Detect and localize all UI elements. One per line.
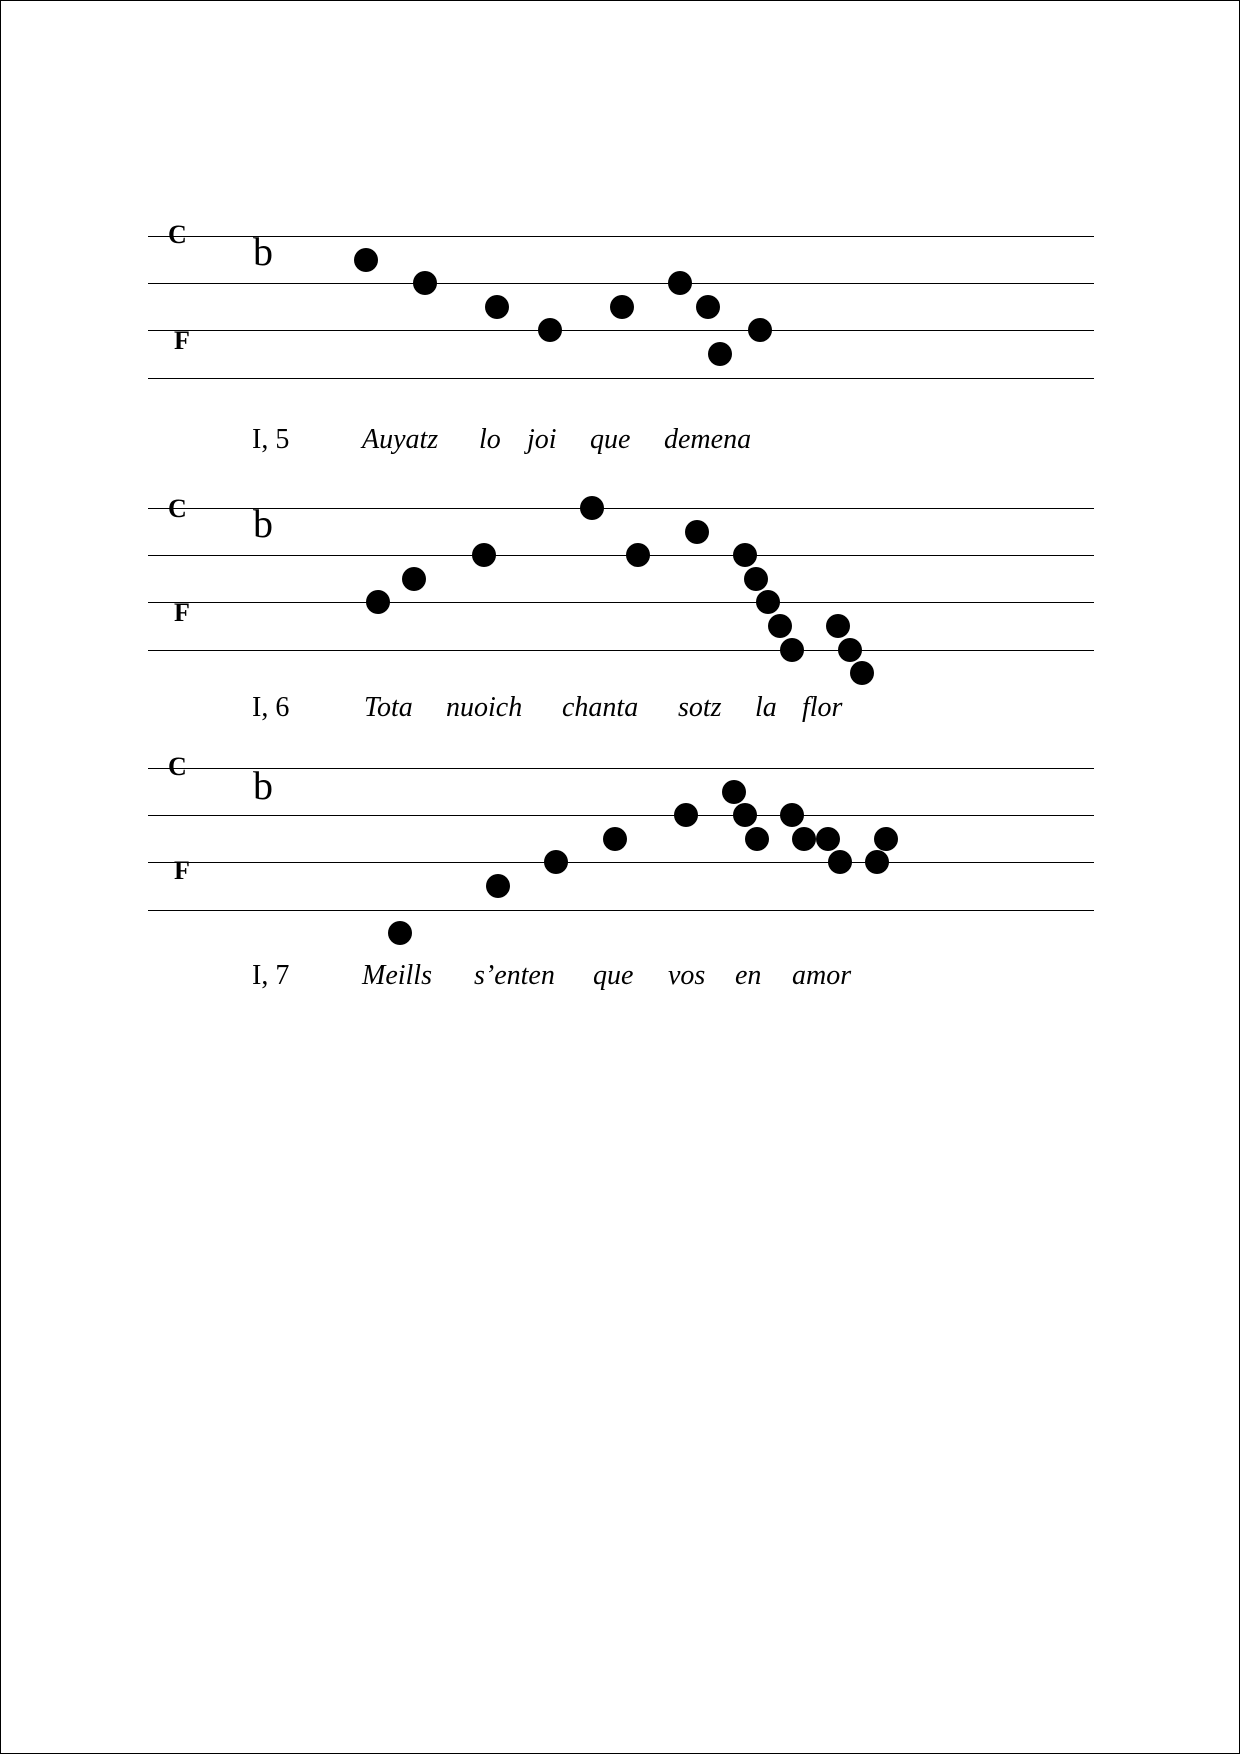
note-head (610, 295, 634, 319)
staff-line-rule (148, 768, 1094, 769)
line-label: I, 7 (252, 960, 290, 991)
lyric-word: que (593, 960, 634, 991)
note-head (733, 543, 757, 567)
note-head (745, 827, 769, 851)
staff-line-7 (148, 752, 1094, 918)
lyric-word: joi (527, 424, 557, 455)
lyric-word: en (735, 960, 762, 991)
note-head (538, 318, 562, 342)
lyric-word: flor (802, 692, 843, 723)
flat-sign: b (253, 763, 273, 808)
note-head (685, 520, 709, 544)
staff-line-5 (148, 220, 1094, 386)
lyric-word: Auyatz (362, 424, 439, 455)
c-clef: C (168, 752, 187, 781)
flat-sign: b (253, 501, 273, 546)
lyric-word: Meills (362, 960, 432, 991)
note-head (388, 921, 412, 945)
note-head (354, 248, 378, 272)
note-head (744, 567, 768, 591)
note-head (544, 850, 568, 874)
note-head (792, 827, 816, 851)
note-head (722, 780, 746, 804)
note-head (826, 614, 850, 638)
note-head (708, 342, 732, 366)
lyric-word: sotz (678, 692, 722, 723)
note-head (413, 271, 437, 295)
lyric-word: lo (479, 424, 501, 455)
c-clef: C (168, 494, 187, 523)
note-head (768, 614, 792, 638)
note-head (580, 496, 604, 520)
lyric-word: nuoich (446, 692, 523, 723)
staff-line-rule (148, 650, 1094, 651)
lyric-word: demena (664, 424, 752, 455)
f-clef: F (174, 856, 190, 885)
staff-line-rule (148, 862, 1094, 863)
lyric-word: la (755, 692, 777, 723)
lyric-word: chanta (562, 692, 639, 723)
note-head (696, 295, 720, 319)
staff-line-rule (148, 555, 1094, 556)
note-head (486, 874, 510, 898)
note-head (402, 567, 426, 591)
lyric-word: Tota (364, 692, 413, 723)
note-head (874, 827, 898, 851)
note-head (780, 803, 804, 827)
line-label: I, 5 (252, 424, 290, 455)
note-head (674, 803, 698, 827)
note-head (733, 803, 757, 827)
lyric-word: amor (792, 960, 852, 991)
note-head (485, 295, 509, 319)
staff-line-rule (148, 602, 1094, 603)
staff-line-rule (148, 283, 1094, 284)
staff-line-rule (148, 330, 1094, 331)
note-head (756, 590, 780, 614)
staff-line-rule (148, 236, 1094, 237)
staff-line-rule (148, 910, 1094, 911)
f-clef: F (174, 326, 190, 355)
note-head (850, 661, 874, 685)
lyric-word: vos (668, 960, 706, 991)
note-head (838, 638, 862, 662)
note-head (366, 590, 390, 614)
lyric-word: que (590, 424, 631, 455)
note-head (828, 850, 852, 874)
staff-line-rule (148, 378, 1094, 379)
note-head (668, 271, 692, 295)
line-label: I, 6 (252, 692, 290, 723)
note-head (865, 850, 889, 874)
staff-line-rule (148, 815, 1094, 816)
note-head (748, 318, 772, 342)
note-head (472, 543, 496, 567)
staff-line-rule (148, 508, 1094, 509)
lyric-word: s’enten (474, 960, 555, 991)
f-clef: F (174, 598, 190, 627)
note-head (603, 827, 627, 851)
note-head (780, 638, 804, 662)
flat-sign: b (253, 229, 273, 274)
note-head (626, 543, 650, 567)
staff-line-6 (148, 494, 1094, 658)
note-head (816, 827, 840, 851)
c-clef: C (168, 220, 187, 249)
